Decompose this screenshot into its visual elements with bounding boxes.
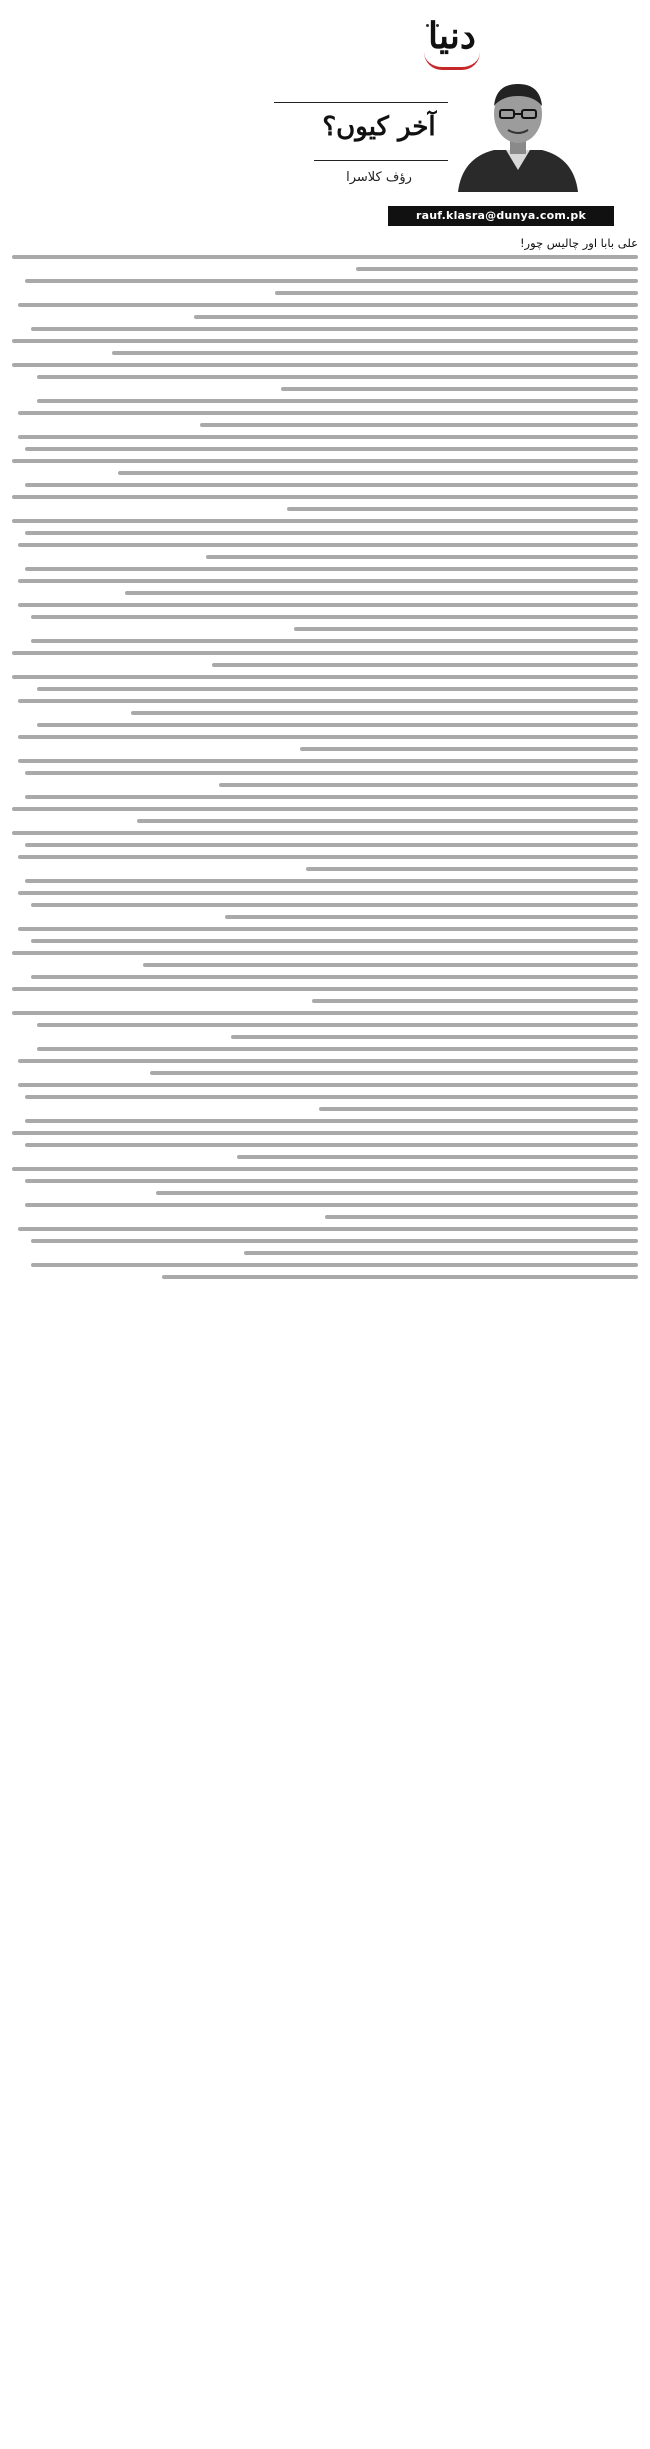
article-text-line (12, 651, 638, 655)
article-text-line (31, 1263, 638, 1267)
article-text-line (37, 375, 638, 379)
article-text-line (12, 519, 638, 523)
article-paragraph (12, 603, 638, 631)
article-text-line (25, 1203, 638, 1207)
article-text-line (37, 687, 638, 691)
article-text-line (300, 747, 638, 751)
article-paragraph (12, 1083, 638, 1111)
article-text-line (231, 1035, 638, 1039)
article-text-line (18, 1059, 638, 1063)
article-lead: علی بابا اور چالیس چور! (519, 236, 638, 250)
article-text-line (18, 303, 638, 307)
article-paragraph (12, 303, 638, 319)
article-text-line (143, 963, 638, 967)
article-paragraph (12, 519, 638, 559)
article-paragraph (12, 795, 638, 823)
article-text-line (12, 459, 638, 463)
article-text-line (37, 723, 638, 727)
article-text-line (12, 1011, 638, 1015)
article-text-line (319, 1107, 638, 1111)
article-text-line (25, 279, 638, 283)
article-text-line (25, 795, 638, 799)
header-mid-rule (314, 160, 460, 161)
article-text-line (156, 1191, 638, 1195)
article-text-line (18, 927, 638, 931)
article-text-line (112, 351, 638, 355)
article-paragraph (12, 1011, 638, 1039)
article-text-line (18, 411, 638, 415)
article-paragraph (12, 327, 638, 355)
article-text-line (31, 639, 638, 643)
article-text-line (25, 567, 638, 571)
article-text-line (18, 435, 638, 439)
article-text-line (12, 807, 638, 811)
article-text-line (12, 951, 638, 955)
article-text-line (18, 579, 638, 583)
article-text-line (150, 1071, 638, 1075)
article-paragraph (12, 831, 638, 871)
article-text-line (287, 507, 638, 511)
article-text-line (219, 783, 638, 787)
article-paragraph (12, 279, 638, 295)
article-text-line (356, 267, 638, 271)
article-paragraph (12, 1119, 638, 1159)
article-text-line (294, 627, 638, 631)
article-paragraph (12, 1263, 638, 1279)
article-text-line (18, 855, 638, 859)
article-text-line (118, 471, 638, 475)
author-portrait-icon (448, 74, 588, 192)
article-text-line (200, 423, 638, 427)
article-text-line (18, 759, 638, 763)
article-text-line (12, 831, 638, 835)
article-body (12, 232, 638, 1287)
article-text-line (31, 327, 638, 331)
article-text-line (325, 1215, 638, 1219)
article-text-line (18, 891, 638, 895)
article-text-line (18, 543, 638, 547)
article-paragraph (12, 483, 638, 511)
article-text-line (37, 1023, 638, 1027)
article-text-line (125, 591, 638, 595)
article-paragraph (12, 723, 638, 751)
article-paragraph (12, 879, 638, 919)
article-paragraph (12, 639, 638, 667)
article-text-line (225, 915, 638, 919)
article-text-line (18, 1083, 638, 1087)
article-text-line (131, 711, 638, 715)
article-text-line (206, 555, 638, 559)
article-text-line (237, 1155, 638, 1159)
article-paragraph (12, 255, 638, 271)
article-paragraph (12, 1203, 638, 1219)
article-text-line (306, 867, 638, 871)
article-text-line (25, 1143, 638, 1147)
article-text-line (25, 483, 638, 487)
article-text-line (31, 939, 638, 943)
article-paragraph (12, 927, 638, 967)
masthead-title: دنیا (428, 15, 476, 57)
article-text-line (12, 339, 638, 343)
article-text-line (18, 1227, 638, 1231)
article-text-line (25, 1095, 638, 1099)
article-text-line (12, 363, 638, 367)
article-text-line (12, 495, 638, 499)
article-text-line (25, 843, 638, 847)
article-text-line (194, 315, 638, 319)
article-text-line (162, 1275, 638, 1279)
article-text-line (37, 1047, 638, 1051)
article-text-line (137, 819, 638, 823)
article-text-line (212, 663, 638, 667)
author-email[interactable]: rauf.klasra@dunya.com.pk (388, 206, 614, 226)
article-text-line (25, 1119, 638, 1123)
article-text-line (31, 903, 638, 907)
article-paragraph (12, 363, 638, 391)
article-text-line (244, 1251, 638, 1255)
article-paragraph (12, 399, 638, 427)
article-text-line (281, 387, 638, 391)
article-paragraph (12, 975, 638, 1003)
article-text-line (12, 987, 638, 991)
masthead-swoosh-icon (424, 52, 480, 70)
article-text-line (12, 255, 638, 259)
article-text-line (275, 291, 638, 295)
article-text-line (31, 1239, 638, 1243)
article-paragraph (12, 1227, 638, 1255)
article-text-line (12, 1131, 638, 1135)
article-text-line (12, 675, 638, 679)
author-name: رؤف کلاسرا (346, 170, 412, 185)
article-text-line (25, 531, 638, 535)
article-text-line (18, 603, 638, 607)
article-text-line (37, 399, 638, 403)
article-text-line (25, 447, 638, 451)
article-text-line (25, 1179, 638, 1183)
article-text-line (12, 1167, 638, 1171)
article-text-line (31, 615, 638, 619)
article-text-line (25, 879, 638, 883)
article-text-line (31, 975, 638, 979)
article-paragraph (12, 435, 638, 475)
article-paragraph (12, 567, 638, 595)
article-paragraph (12, 759, 638, 787)
article-text-line (18, 699, 638, 703)
article-paragraph (12, 1047, 638, 1075)
article-text-line (312, 999, 638, 1003)
author-portrait (448, 74, 588, 192)
article-text-line (25, 771, 638, 775)
article-text-line (18, 735, 638, 739)
article-paragraph (12, 1167, 638, 1195)
article-paragraph (12, 675, 638, 715)
column-title: آخر کیوں؟ (322, 112, 436, 142)
